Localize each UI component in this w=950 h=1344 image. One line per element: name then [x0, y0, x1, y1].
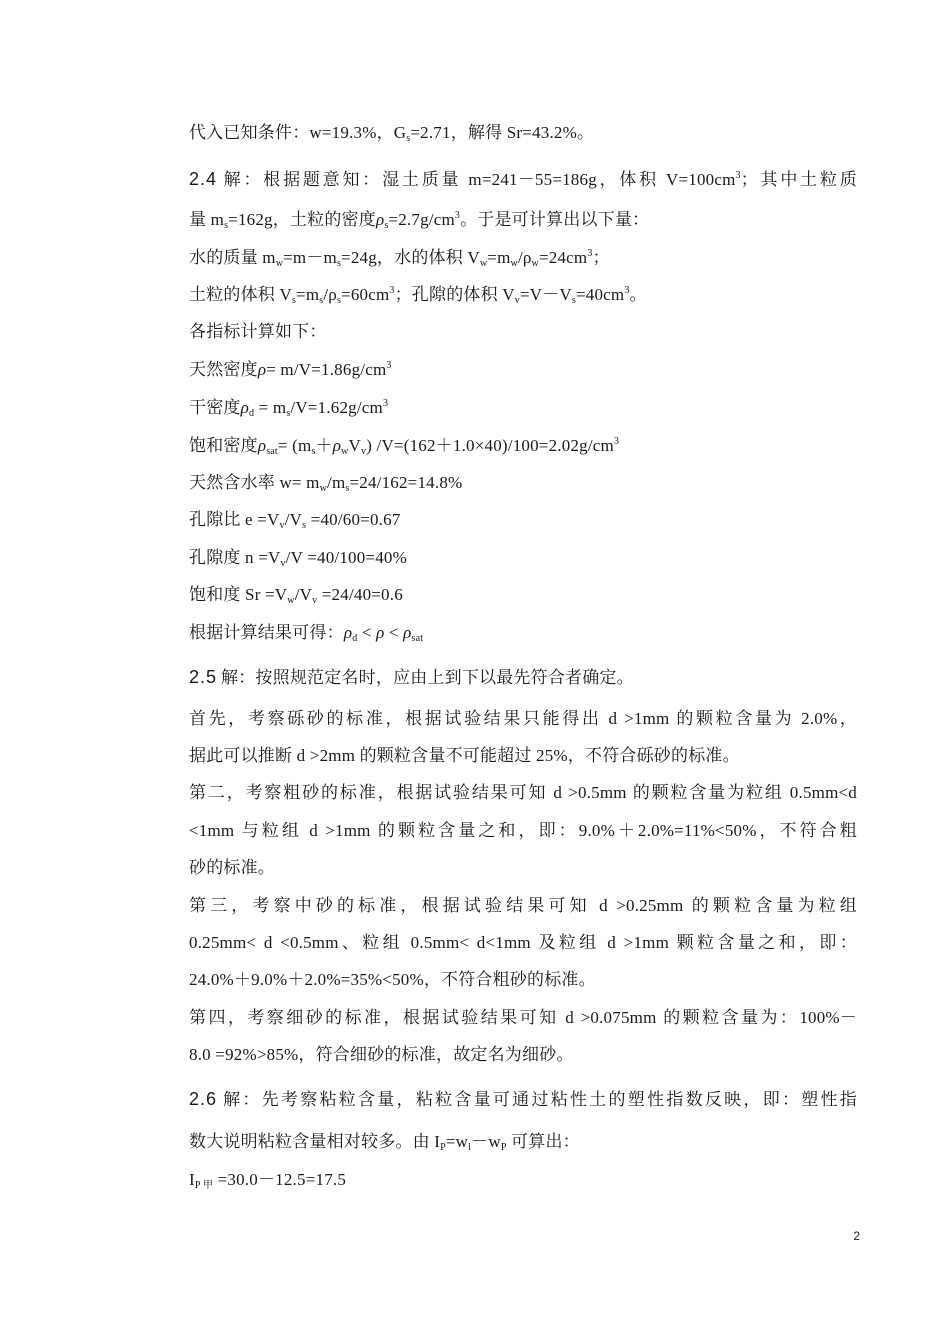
- text-line: 0.25mm< d <0.5mm、粒组 0.5mm< d<1mm 及粒组 d >1mm 颗粒含量之和，即：: [189, 933, 857, 952]
- text-line: 第二，考察粗砂的标准，根据试验结果可知 d >0.5mm 的颗粒含量为粒组 0.5mm<d: [189, 783, 857, 802]
- formula-water-content: 天然含水率 $w= m_w/m_s=24/162=14.8\%$: [189, 473, 463, 494]
- text-line: 数大说明粘粒含量相对较多。由 $I_P=w_l-w_P$ 可算出：: [189, 1132, 580, 1153]
- formula-conclusion: 根据计算结果可得：$\rho_d < \rho < \rho_{sat}$: [189, 623, 424, 644]
- formula-saturation: 饱和度 $Sr =V_w/V_v =24/40=0.6$: [189, 585, 403, 606]
- text-line: 据此可以推断 d >2mm 的颗粒含量不可能超过 25%，不符合砾砂的标准。: [189, 746, 740, 765]
- text-line: 代入已知条件：w=19.3%，$G_s=2.71$，解得 Sr=43.2%。: [189, 123, 595, 144]
- formula-void-ratio: 孔隙比 $e =V_v/V_s =40/60=0.67$: [189, 510, 401, 531]
- text-line: 24.0%＋9.0%＋2.0%=35%<50%，不符合粗砂的标准。: [189, 970, 596, 989]
- formula-plasticity-index: $I_{P 甲} =30.0-12.5=17.5$: [189, 1170, 347, 1191]
- section-number: 2.6: [189, 1089, 218, 1109]
- text-line: 水的质量 $m_w=m-m_s=24g$，水的体积 $V_w=m_w/\rho_w=24cm^3$；: [189, 248, 610, 269]
- section-number: 2.5: [189, 667, 218, 687]
- section-2-6-line: 2.6 解：先考察粘粒含量，粘粒含量可通过粘性土的塑性指数反映，即：塑性指: [189, 1089, 857, 1109]
- text-line: 各指标计算如下：: [189, 322, 327, 341]
- text-line: <1mm 与粒组 d >1mm 的颗粒含量之和，即：9.0%＋2.0%=11%<50%，不符合粗: [189, 821, 857, 840]
- text-line: 首先，考察砾砂的标准，根据试验结果只能得出 d >1mm 的颗粒含量为 2.0%，: [189, 709, 857, 728]
- text-line: 8.0 =92%>85%，符合细砂的标准，故定名为细砂。: [189, 1045, 574, 1064]
- text-line: 土粒的体积 $V_s=m_s/\rho_s=60cm^3$；孔隙的体积 $V_v=V-V_s=40cm^3$。: [189, 285, 647, 306]
- section-2-5-line: 2.5 解：按照规范定名时，应由上到下以最先符合者确定。: [189, 667, 634, 687]
- formula-natural-density: 天然密度$\rho= m/V=1.86g/cm^3$: [189, 360, 392, 379]
- formula-saturated-density: 饱和密度$\rho_{sat}= (m_s+\rho_wV_v)$ $/V=(162+1.0\times 40)/100=2.02g/cm^3$: [189, 436, 620, 457]
- text-line: 量 $m_s=162g$，土粒的密度$\rho_s=2.7g/cm^3$。于是可计算出以下量：: [189, 210, 650, 231]
- formula-porosity: 孔隙度 $n =V_v/V =40/100=40\%$: [189, 548, 407, 569]
- text-line: 砂的标准。: [189, 858, 275, 877]
- text-line: 第三，考察中砂的标准，根据试验结果可知 d >0.25mm 的颗粒含量为粒组: [189, 896, 857, 915]
- section-number: 2.4: [189, 169, 218, 189]
- page-number: 2: [853, 1229, 860, 1243]
- formula-dry-density: 干密度$\rho_d = m_s/V=1.62g/cm^3$: [189, 398, 389, 419]
- text-line: 第四，考察细砂的标准，根据试验结果可知 d >0.075mm 的颗粒含量为：100%－: [189, 1008, 857, 1027]
- section-2-4-line: 2.4 解：根据题意知：湿土质量 m=241－55=186g，体积 $V=100cm^3$；其中土粒质: [189, 169, 857, 189]
